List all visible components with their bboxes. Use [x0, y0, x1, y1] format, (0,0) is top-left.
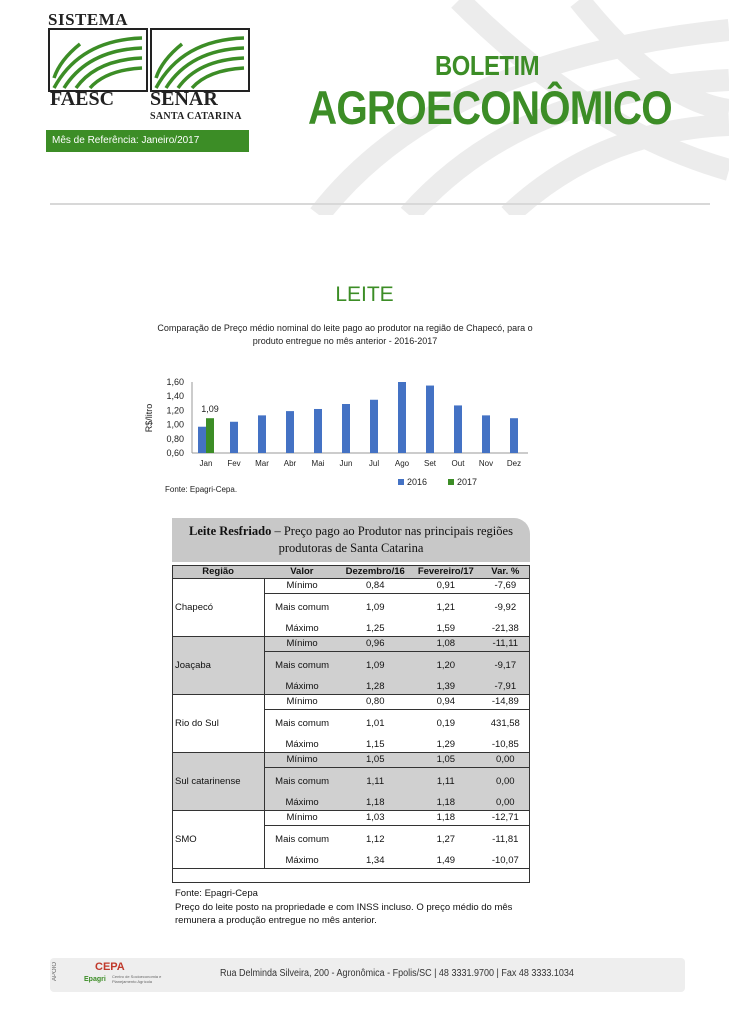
valor-cell: Mínimo [264, 811, 339, 826]
table-source: Fonte: Epagri-Cepa [175, 888, 258, 899]
header-regiao: Região [172, 565, 264, 579]
region-cell: Chapecó [172, 579, 264, 637]
table-title-bold: Leite Resfriado [189, 524, 272, 538]
faesc-wheat-icon [50, 30, 146, 90]
dezembro-cell: 1,01 [365, 718, 385, 729]
x-tick-label: Jun [339, 459, 353, 468]
bar-2016 [370, 400, 378, 453]
dezembro-cell: 1,15 [339, 738, 411, 753]
legend-swatch-2016 [398, 479, 404, 485]
fevereiro-cell: 1,39 [411, 680, 481, 695]
footer-cepa-subtitle: Centro de Socioeconomia e Planejamento Agrícola [112, 974, 162, 984]
table-header-row [172, 565, 530, 579]
bar-2016 [398, 382, 406, 453]
x-tick-label: Jul [368, 459, 380, 468]
y-tick-label: 1,40 [166, 391, 184, 402]
dezembro-cell: 1,34 [339, 854, 411, 869]
table-row [172, 579, 530, 594]
y-tick-label: 0,80 [166, 433, 184, 444]
fevereiro-cell: 1,49 [411, 854, 481, 869]
legend-label-2016: 2016 [407, 477, 428, 485]
senar-emblem [150, 28, 250, 92]
bar-2016 [286, 411, 294, 453]
var-cell: 0,00 [481, 753, 530, 768]
valor-cell: Máximo [264, 854, 339, 869]
table-title-rest: – Preço pago ao Produtor nas principais regiões produtoras de Santa Catarina [271, 524, 513, 555]
dezembro-cell: 1,18 [339, 796, 411, 811]
x-tick-label: Jan [199, 459, 213, 468]
header-divider [50, 203, 710, 205]
valor-cell: Mais comum [264, 826, 339, 855]
reference-month-bar: Mês de Referência: Janeiro/2017 [46, 130, 249, 152]
valor-cell: Mais comum [264, 710, 339, 739]
fevereiro-cell: 1,05 [411, 753, 481, 768]
var-cell: 431,58 [490, 718, 520, 729]
valor-cell: Mais comum [264, 652, 339, 681]
footer-address: Rua Delminda Silveira, 200 - Agronômica - Fpolis/SC | 48 3331.9700 | Fax 48 3333.1034 [220, 968, 574, 979]
y-tick-label: 0,60 [166, 448, 184, 458]
var-cell: -11,11 [481, 637, 530, 652]
dezembro-cell: 0,80 [339, 695, 411, 710]
faesc-emblem [48, 28, 148, 92]
valor-cell: Mais comum [264, 768, 339, 797]
valor-cell: Máximo [264, 738, 339, 753]
section-title: LEITE [335, 283, 394, 306]
var-cell: -10,07 [481, 854, 530, 869]
bar-2016 [258, 415, 266, 453]
logo-senar-text: SENAR [150, 88, 218, 110]
bar-2016 [230, 422, 238, 453]
fevereiro-cell: 1,20 [411, 652, 481, 681]
bar-2016 [314, 409, 322, 453]
region-cell: Joaçaba [172, 637, 264, 695]
table-row [172, 637, 530, 652]
data-label: 1,09 [201, 404, 219, 415]
x-tick-label: Set [423, 459, 437, 468]
var-cell: -11,81 [492, 834, 519, 845]
fevereiro-cell: 1,11 [411, 768, 481, 797]
chart-source: Fonte: Epagri-Cepa. [165, 485, 238, 494]
footer-epagri-logo: Epagri [84, 976, 106, 983]
table-row [172, 695, 530, 710]
dezembro-cell: 1,11 [339, 768, 411, 797]
x-tick-label: Mai [311, 459, 325, 468]
dezembro-cell: 1,05 [339, 753, 411, 768]
region-cell: Rio do Sul [172, 695, 264, 753]
logo-santa-catarina-text: SANTA CATARINA [150, 111, 242, 122]
region-cell: Sul catarinense [172, 753, 264, 811]
price-table [172, 565, 530, 869]
valor-cell: Mínimo [264, 695, 339, 710]
var-cell: -14,89 [481, 695, 530, 710]
fevereiro-cell: 0,19 [436, 718, 456, 729]
bar-2016 [342, 404, 350, 453]
table-title [172, 518, 530, 562]
bar-2017 [206, 418, 214, 453]
chart-caption: Comparação de Preço médio nominal do leite pago ao produtor na região de Chapecó, para o produto entregue no mês anterior - 2016-2017 [157, 323, 533, 346]
header-fevereiro: Fevereiro/17 [411, 565, 481, 579]
header-var: Var. % [481, 565, 530, 579]
logo-faesc-text: FAESC [50, 88, 115, 110]
y-tick-label: 1,00 [166, 419, 184, 430]
dezembro-cell: 0,96 [339, 637, 411, 652]
header-valor: Valor [264, 565, 339, 579]
var-cell: -12,71 [481, 811, 530, 826]
milk-price-chart [140, 370, 540, 485]
fevereiro-cell: 1,21 [436, 602, 456, 613]
y-tick-label: 1,20 [166, 405, 184, 416]
var-cell: -21,38 [481, 622, 530, 637]
x-tick-label: Fev [227, 459, 241, 468]
fevereiro-cell: 1,18 [411, 796, 481, 811]
footer-apoio: APOIO [52, 962, 58, 982]
x-tick-label: Nov [478, 459, 494, 468]
table-row [172, 753, 530, 768]
valor-cell: Mínimo [264, 637, 339, 652]
dezembro-cell: 1,09 [365, 602, 385, 613]
dezembro-cell: 1,09 [339, 652, 411, 681]
x-tick-label: Ago [394, 459, 410, 468]
y-tick-label: 1,60 [166, 377, 184, 387]
fevereiro-cell: 1,29 [411, 738, 481, 753]
bar-2016 [426, 386, 434, 453]
valor-cell: Máximo [264, 622, 339, 637]
var-cell: 0,00 [481, 768, 530, 797]
fevereiro-cell: 0,94 [411, 695, 481, 710]
dezembro-cell: 1,03 [339, 811, 411, 826]
bulletin-title-big: AGROECONÔMICO [308, 81, 672, 134]
bulletin-title-small: BOLETIM [435, 50, 540, 81]
var-cell: -7,69 [481, 579, 530, 594]
fevereiro-cell: 1,18 [411, 811, 481, 826]
x-tick-label: Dez [506, 459, 522, 468]
var-cell: -10,85 [481, 738, 530, 753]
region-cell: SMO [172, 811, 264, 869]
fevereiro-cell: 1,59 [411, 622, 481, 637]
table-row [172, 811, 530, 826]
senar-wheat-icon [152, 30, 248, 90]
bar-2016 [454, 405, 462, 453]
fevereiro-cell: 1,27 [436, 834, 456, 845]
dezembro-cell: 1,25 [339, 622, 411, 637]
fevereiro-cell: 1,08 [411, 637, 481, 652]
dezembro-cell: 1,28 [339, 680, 411, 695]
table-notes [175, 887, 535, 928]
dezembro-cell: 1,12 [365, 834, 385, 845]
header-dezembro: Dezembro/16 [339, 565, 411, 579]
valor-cell: Máximo [264, 680, 339, 695]
bar-2016 [198, 427, 206, 453]
legend-swatch-2017 [448, 479, 454, 485]
bar-2016 [510, 418, 518, 453]
valor-cell: Mínimo [264, 753, 339, 768]
bar-2016 [482, 415, 490, 453]
table-note: Preço do leite posto na propriedade e com INSS incluso. O preço médio do mês remunera a produção entregue no mês anterior. [175, 901, 513, 926]
fevereiro-cell: 0,91 [411, 579, 481, 594]
valor-cell: Máximo [264, 796, 339, 811]
var-cell: -9,92 [494, 602, 517, 613]
footer-cepa-logo: CEPA [95, 961, 125, 973]
x-tick-label: Mar [255, 459, 269, 468]
x-tick-label: Out [451, 459, 465, 468]
dezembro-cell: 0,84 [339, 579, 411, 594]
y-axis-label: R$/litro [144, 403, 154, 433]
valor-cell: Mais comum [264, 594, 339, 623]
logo-sistema-text: SISTEMA [48, 10, 129, 29]
legend-label-2017: 2017 [457, 477, 478, 485]
var-cell: -7,91 [481, 680, 530, 695]
var-cell: 0,00 [481, 796, 530, 811]
faesc-senar-logo [46, 10, 250, 120]
valor-cell: Mínimo [264, 579, 339, 594]
var-cell: -9,17 [481, 652, 530, 681]
x-tick-label: Abr [283, 459, 297, 468]
